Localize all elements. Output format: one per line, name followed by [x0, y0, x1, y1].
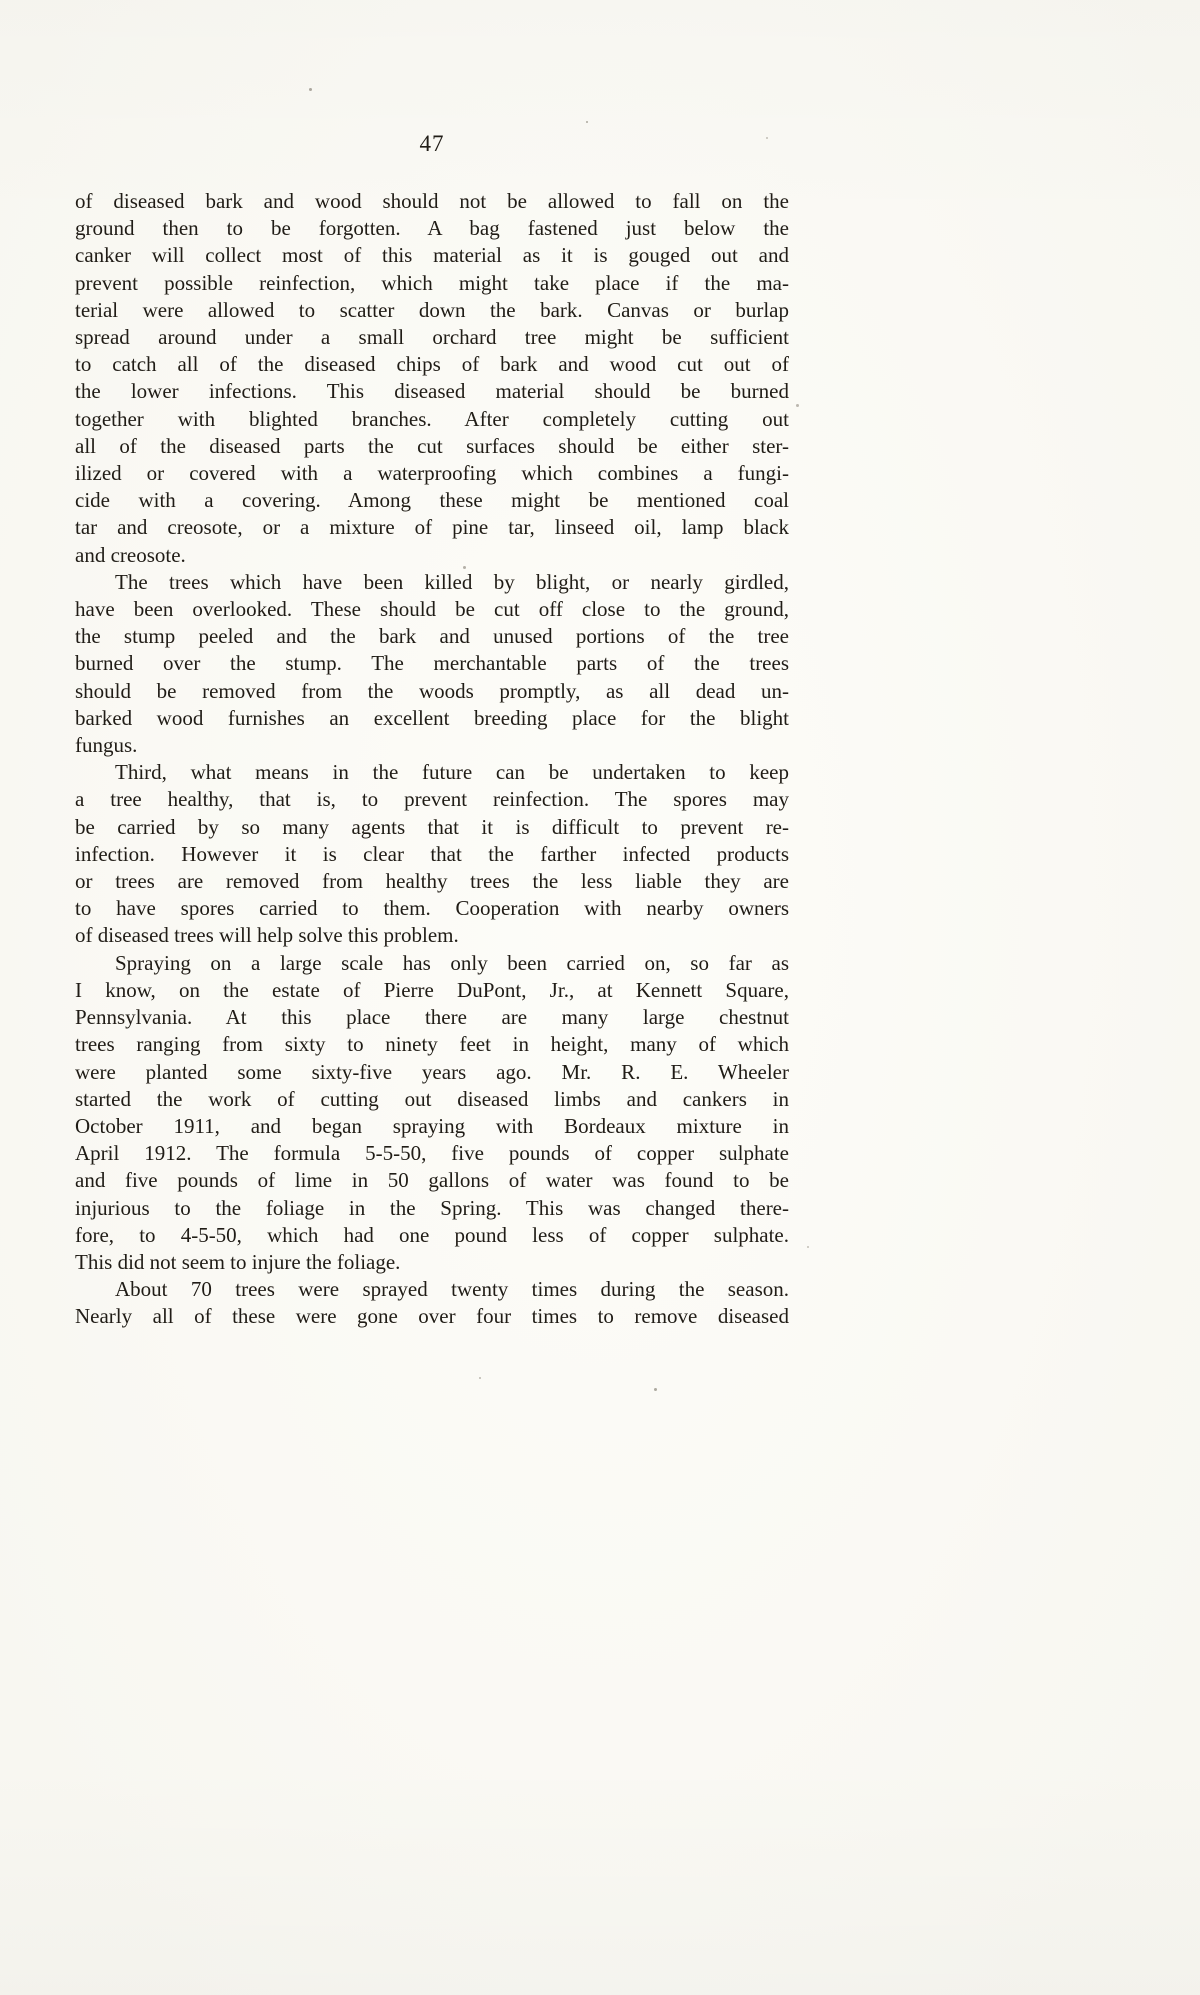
text-line: of diseased trees will help solve this problem. [75, 923, 459, 948]
text-line: were planted some sixty-five years ago. Mr. R. E. Wheeler [75, 1059, 789, 1084]
text-line: About 70 trees were sprayed twenty times during the season. [115, 1277, 789, 1302]
text-line: fungus. [75, 733, 138, 758]
text-line: Spraying on a large scale has only been carried on, so far as [115, 950, 789, 975]
text-line: infection. However it is clear that the farther infected products [75, 841, 789, 866]
text-line: fore, to 4-5-50, which had one pound less of copper sulphate. [75, 1222, 789, 1247]
text-line: The trees which have been killed by blight, or nearly girdled, [115, 569, 789, 594]
text-line: Third, what means in the future can be undertaken to keep [115, 760, 789, 785]
text-line: ilized or covered with a waterproofing which combines a fungi- [75, 461, 789, 486]
scan-speck [807, 1246, 809, 1248]
text-line: April 1912. The formula 5-5-50, five pounds of copper sulphate [75, 1141, 789, 1166]
text-line: cide with a covering. Among these might be mentioned coal [75, 488, 789, 513]
scan-speck [479, 1377, 481, 1379]
scan-speck [796, 404, 799, 407]
text-line: be carried by so many agents that it is difficult to prevent re- [75, 814, 789, 839]
text-line: to have spores carried to them. Cooperation with nearby owners [75, 896, 789, 921]
text-line: together with blighted branches. After completely cutting out [75, 406, 789, 431]
text-line: the stump peeled and the bark and unused portions of the tree [75, 624, 789, 649]
text-line: all of the diseased parts the cut surfaces should be either ster- [75, 433, 789, 458]
paragraph [75, 950, 789, 1276]
text-line: should be removed from the woods promptly, as all dead un- [75, 678, 789, 703]
text-line: a tree healthy, that is, to prevent reinfection. The spores may [75, 787, 789, 812]
scan-speck [309, 88, 312, 91]
text-line: have been overlooked. These should be cut off close to the ground, [75, 597, 789, 622]
text-line: and creosote. [75, 542, 186, 567]
scan-speck [654, 1388, 657, 1391]
text-line: tar and creosote, or a mixture of pine tar, linseed oil, lamp black [75, 515, 789, 540]
text-line: trees ranging from sixty to ninety feet in height, many of which [75, 1032, 789, 1057]
paragraph [75, 1276, 789, 1330]
text-line: prevent possible reinfection, which might take place if the ma- [75, 270, 789, 295]
text-line: or trees are removed from healthy trees the less liable they are [75, 869, 789, 894]
text-line: ground then to be forgotten. A bag fastened just below the [75, 216, 789, 241]
text-line: of diseased bark and wood should not be allowed to fall on the [75, 189, 789, 213]
text-line: This did not seem to injure the foliage. [75, 1249, 401, 1274]
text-line: and five pounds of lime in 50 gallons of water was found to be [75, 1168, 789, 1193]
text-line: the lower infections. This diseased material should be burned [75, 379, 789, 404]
text-line: to catch all of the diseased chips of bark and wood cut out of [75, 352, 789, 377]
paragraph [75, 759, 789, 949]
page-number: 47 [419, 131, 445, 156]
page-body [75, 188, 789, 1331]
paragraph [75, 569, 789, 759]
text-line: spread around under a small orchard tree might be sufficient [75, 325, 789, 350]
text-line: Pennsylvania. At this place there are many large chestnut [75, 1005, 789, 1030]
text-line: terial were allowed to scatter down the bark. Canvas or burlap [75, 297, 789, 322]
scan-speck [463, 566, 466, 569]
text-line: injurious to the foliage in the Spring. This was changed there- [75, 1195, 789, 1220]
paragraph [75, 188, 789, 569]
text-line: October 1911, and began spraying with Bordeaux mixture in [75, 1113, 789, 1138]
scan-speck [586, 121, 588, 123]
text-line: barked wood furnishes an excellent breeding place for the blight [75, 705, 789, 730]
text-line: Nearly all of these were gone over four times to remove diseased [75, 1304, 789, 1329]
text-line: I know, on the estate of Pierre DuPont, Jr., at Kennett Square, [75, 977, 789, 1002]
scan-speck [766, 137, 768, 139]
text-line: canker will collect most of this material as it is gouged out and [75, 243, 789, 268]
text-line: burned over the stump. The merchantable parts of the trees [75, 651, 789, 676]
text-line: started the work of cutting out diseased limbs and cankers in [75, 1086, 789, 1111]
